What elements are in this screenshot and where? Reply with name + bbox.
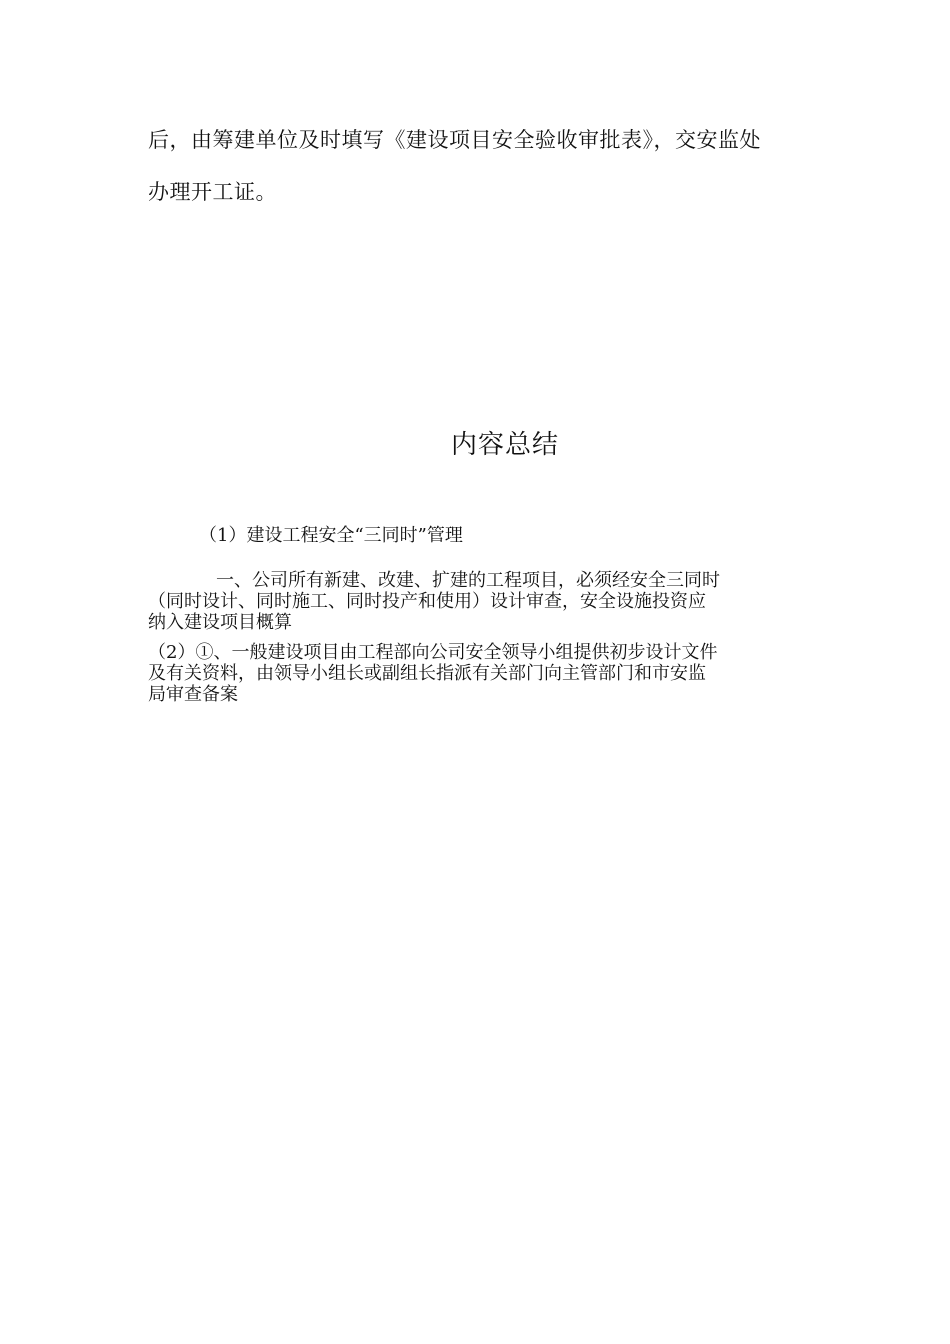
paragraph-line: 一、公司所有新建、改建、扩建的工程项目，必须经安全三同时 <box>216 570 720 591</box>
continuation-text-line: 后，由筹建单位及时填写《建设项目安全验收审批表》，交安监处 <box>148 128 761 152</box>
paragraph-line: （同时设计、同时施工、同时投产和使用）设计审查，安全设施投资应 <box>148 591 706 612</box>
summary-heading: （1）建设工程安全“三同时”管理 <box>199 525 463 546</box>
paragraph-line: 及有关资料，由领导小组长或副组长指派有关部门向主管部门和市安监 <box>148 663 706 684</box>
paragraph-line: 局审查备案 <box>148 684 238 705</box>
summary-paragraph <box>148 642 808 705</box>
summary-paragraph <box>148 570 808 633</box>
paragraph-line: 纳入建设项目概算 <box>148 612 292 633</box>
summary-title: 内容总结 <box>450 430 559 460</box>
paragraph-line: （2）①、一般建设项目由工程部向公司安全领导小组提供初步设计文件 <box>148 642 718 663</box>
continuation-text-line: 办理开工证。 <box>148 180 277 204</box>
